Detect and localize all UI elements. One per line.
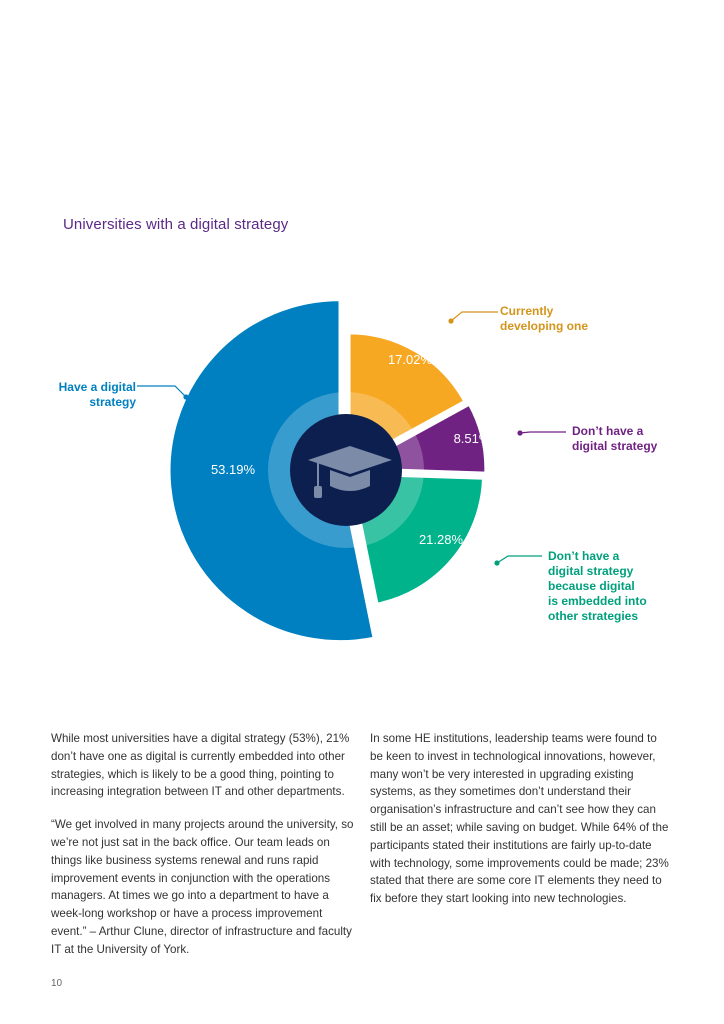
slice-value-label: 53.19% — [210, 462, 256, 477]
paragraph: “We get involved in many projects around the university, so we’re not just sat in the back office. Our team leads on things like business systems renewal and runs rapid improvement events in conjunction with the operations managers. At times we go into a department to have a week-long workshop or have a process improvement event.” – Arthur Clune, director of infrastructure and faculty IT at the University of York. — [51, 818, 354, 956]
paragraph: While most universities have a digital strategy (53%), 21% don’t have one as digital is currently embedded into other strategies, which is likely to be a good thing, pointing to increasing integration between IT and other departments. — [51, 732, 350, 799]
leader-dot — [183, 394, 188, 399]
body-left-column — [51, 730, 356, 974]
slice-value-label: 8.51% — [453, 431, 491, 446]
page-number: 10 — [51, 978, 63, 989]
leader-dot — [494, 560, 499, 565]
callout-embedded: Don’t have a digital strategy because digital is embedded into other strategies — [548, 549, 647, 623]
chart-title: Universities with a digital strategy — [63, 216, 289, 233]
leader-dot — [517, 430, 522, 435]
callout-dont-have: Don’t have a digital strategy — [572, 424, 658, 453]
leader-line — [137, 386, 186, 397]
leader-line — [520, 432, 566, 433]
callout-have-strategy: Have a digital strategy — [58, 380, 136, 409]
slice-value-label: 21.28% — [418, 532, 464, 547]
callout-currently-developing: Currently developing one — [500, 304, 589, 333]
paragraph: In some HE institutions, leadership teams were found to be keen to invest in technological innovations, however, many won’t be very interested in upgrading existing systems, as they sometimes don’t understand their organisation’s infrastructure and can’t see how they can still be an asset; while saving on budget. While 64% of the participants stated their institutions are fairly up-to-date with technology, some improvements could be made; 23% stated that there are some core IT elements they need to fix before they start looking into new technologies. — [370, 732, 669, 906]
leader-line — [451, 312, 498, 321]
leader-dot — [448, 318, 453, 323]
leader-line — [497, 556, 542, 563]
body-right-column — [370, 730, 670, 923]
slice-value-label: 17.02% — [387, 352, 433, 367]
